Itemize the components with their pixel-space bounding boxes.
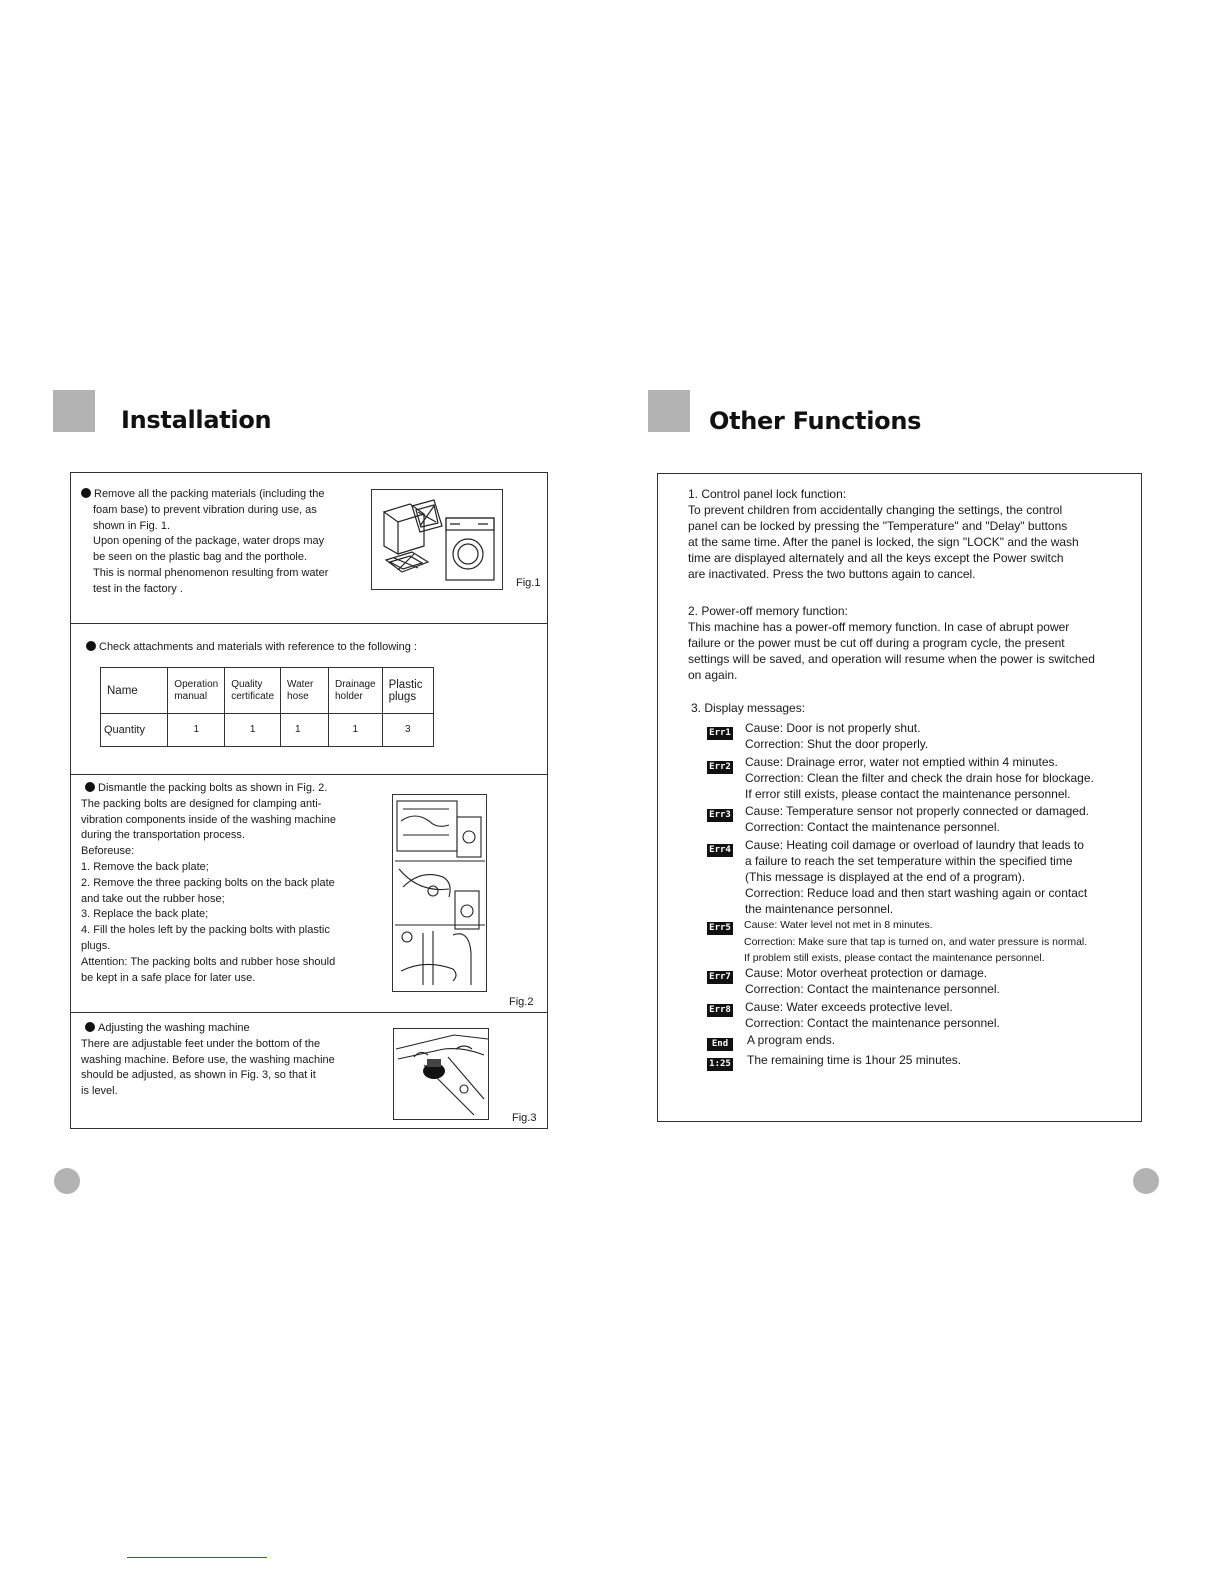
fig2-label: Fig.2 <box>509 996 534 1008</box>
lock-function-heading: 1. Control panel lock function: <box>688 487 847 501</box>
err8-code-icon: Err8 <box>707 999 733 1017</box>
section-marker <box>53 390 95 432</box>
err3-message: Cause: Temperature sensor not properly connected or damaged. Correction: Contact the maintenance personnel. <box>745 804 1089 834</box>
table-header: Quality certificate <box>225 668 281 714</box>
err5-code-icon: Err5 <box>707 917 733 935</box>
table-header: Drainage holder <box>328 668 382 714</box>
err2-message: Cause: Drainage error, water not emptied within 4 minutes. Correction: Clean the filter and check the drain hose for blockage. If error still exists, please contact the maintenance personnel. <box>745 755 1094 801</box>
end-code-icon: End <box>707 1033 733 1051</box>
fig3-illustration <box>393 1028 489 1120</box>
end-message: A program ends. <box>747 1033 836 1047</box>
err2-code-icon: Err2 <box>707 756 733 774</box>
adjusting-text: Adjusting the washing machine There are adjustable feet under the bottom of the washing machine. Before use, the washing machine should be adjusted, as shown in Fig. 3, so that it is level. <box>81 1022 335 1098</box>
table-row <box>101 714 434 747</box>
table-header: Plastic plugs <box>382 668 433 714</box>
err4-message: Cause: Heating coil damage or overload of laundry that leads to a failure to reach the set temperature within the specified time (This message is displayed at the end of a program). Correction: Reduce load and then start washing again or contact the maintenance personnel. <box>745 838 1088 916</box>
display-messages-heading: 3. Display messages: <box>691 701 806 715</box>
err5-message: Cause: Water level not met in 8 minutes. Correction: Make sure that tap is turned on, and water pressure is normal. If problem still exists, please contact the maintenance personnel. <box>744 919 1088 964</box>
page-title-other-functions: Other Functions <box>709 407 922 435</box>
table-cell: 3 <box>382 714 433 747</box>
fig2-illustration <box>392 794 487 992</box>
table-cell: 1 <box>168 714 225 747</box>
table-cell: 1 <box>225 714 281 747</box>
table-header: Water hose <box>281 668 329 714</box>
packing-bolts-text: Dismantle the packing bolts as shown in Fig. 2. The packing bolts are designed for clamping anti- vibration components inside of the washing machine during the transportation process. Beforeuse: 1. Remove the back plate; 2. Remove the three packing bolts on the back plate and take out the rubber hose; 3. Replace the back plate; 4. Fill the holes left by the packing bolts with plastic plugs. Attention: The packing bolts and rubber hose should be kept in a safe place for later use. <box>81 782 336 984</box>
err4-code-icon: Err4 <box>707 839 733 857</box>
table-header: Operation manual <box>168 668 225 714</box>
table-cell: 1 <box>281 714 329 747</box>
err1-message: Cause: Door is not properly shut. Correction: Shut the door properly. <box>745 721 929 751</box>
err1-code-icon: Err1 <box>707 722 733 740</box>
fig1-label: Fig.1 <box>516 577 541 589</box>
bullet-icon <box>85 782 95 792</box>
page-dot-right <box>1133 1168 1159 1194</box>
memory-function-heading: 2. Power-off memory function: <box>688 604 848 618</box>
bullet-icon <box>86 641 96 651</box>
table-cell: 1 <box>328 714 382 747</box>
bullet-icon <box>81 488 91 498</box>
divider <box>70 774 548 775</box>
divider <box>70 623 548 624</box>
footer-rule <box>127 1557 267 1558</box>
fig3-label: Fig.3 <box>512 1112 537 1124</box>
memory-function-text: This machine has a power-off memory function. In case of abrupt power failure or the power must be cut off during a program cycle, the present settings will be saved, and operation will resume when the power is switched on again. <box>688 620 1095 682</box>
table-header: Name <box>101 668 168 714</box>
page-title-installation: Installation <box>121 406 272 434</box>
unpacking-text: Remove all the packing materials (including the foam base) to prevent vibration during use, as shown in Fig. 1. Upon opening of the package, water drops may be seen on the plastic bag and the porthole. This is normal phenomenon resulting from water test in the factory . <box>81 487 328 598</box>
page-dot-left <box>54 1168 80 1194</box>
table-row <box>101 668 434 714</box>
table-cell: Quantity <box>101 714 168 747</box>
attachments-intro: Check attachments and materials with reference to the following : <box>86 640 417 656</box>
attachments-table <box>100 667 434 747</box>
fig1-illustration <box>371 489 503 590</box>
err7-message: Cause: Motor overheat protection or damage. Correction: Contact the maintenance personnel. <box>745 966 1000 996</box>
time-message: The remaining time is 1hour 25 minutes. <box>747 1053 962 1067</box>
err7-code-icon: Err7 <box>707 966 733 984</box>
bullet-icon <box>85 1022 95 1032</box>
err8-message: Cause: Water exceeds protective level. Correction: Contact the maintenance personnel. <box>745 1000 1000 1030</box>
divider <box>70 1012 548 1013</box>
lock-function-text: To prevent children from accidentally changing the settings, the control panel can be locked by pressing the "Temperature" and "Delay" buttons at the same time. After the panel is locked, the sign "LOCK" and the wash time are displayed alternately and all the keys except the Power switch are inactivated. Press the two buttons again to cancel. <box>688 503 1079 581</box>
err3-code-icon: Err3 <box>707 804 733 822</box>
section-marker <box>648 390 690 432</box>
time-code-icon: 1:25 <box>707 1053 733 1071</box>
